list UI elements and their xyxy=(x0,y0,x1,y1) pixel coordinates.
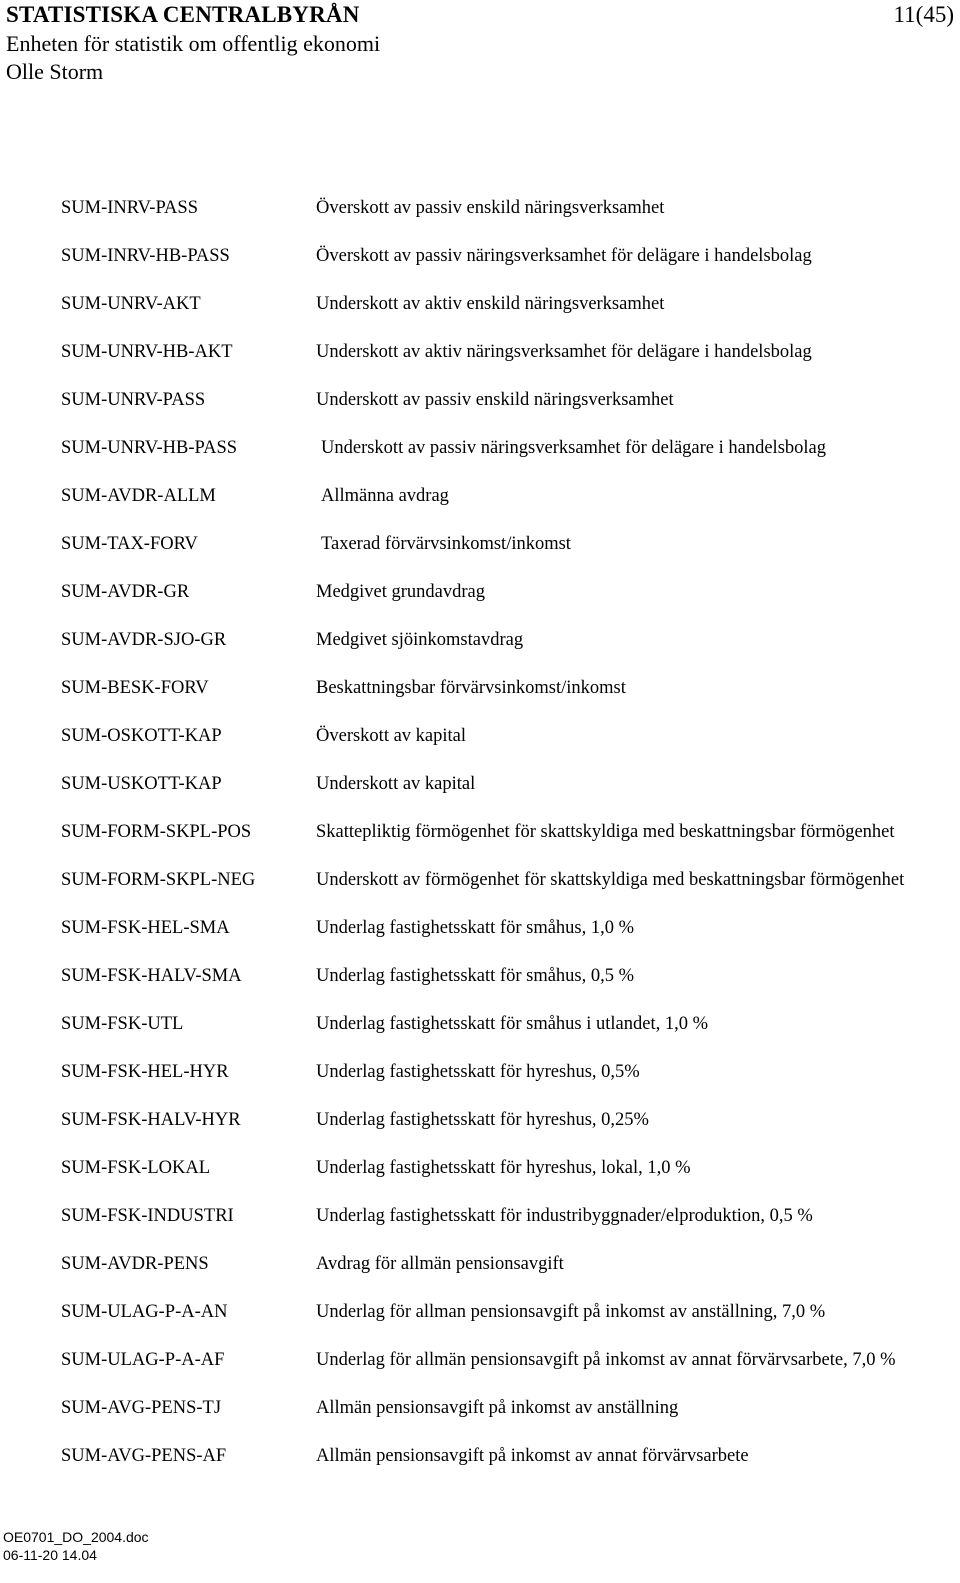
variable-description: Medgivet sjöinkomstavdrag xyxy=(316,630,524,650)
list-item xyxy=(61,433,956,481)
variable-code: SUM-FSK-HALV-HYR xyxy=(61,1110,241,1130)
list-item xyxy=(61,865,956,913)
list-item xyxy=(61,193,956,241)
list-item xyxy=(61,625,956,673)
variable-description: Underskott av aktiv näringsverksamhet för delägare i handelsbolag xyxy=(316,342,812,362)
list-item xyxy=(61,1393,956,1441)
variable-code: SUM-UNRV-HB-AKT xyxy=(61,342,233,362)
variable-code: SUM-FSK-HEL-HYR xyxy=(61,1062,229,1082)
department-name: Enheten för statistik om offentlig ekonomi xyxy=(6,31,381,56)
list-item xyxy=(61,1345,956,1393)
list-item xyxy=(61,1105,956,1153)
variable-code: SUM-FORM-SKPL-POS xyxy=(61,822,252,842)
variable-description: Underlag fastighetsskatt för hyreshus, lokal, 1,0 % xyxy=(316,1158,691,1178)
list-item xyxy=(61,577,956,625)
list-item xyxy=(61,1009,956,1057)
list-item xyxy=(61,337,956,385)
list-item xyxy=(61,673,956,721)
variable-description: Allmän pensionsavgift på inkomst av annat förvärvsarbete xyxy=(316,1446,749,1466)
variable-description: Allmän pensionsavgift på inkomst av anställning xyxy=(316,1398,679,1418)
list-item xyxy=(61,1297,956,1345)
variable-description: Skattepliktig förmögenhet för skattskyldiga med beskattningsbar förmögenhet xyxy=(316,822,895,842)
variable-code: SUM-AVG-PENS-TJ xyxy=(61,1398,222,1418)
variable-code: SUM-FSK-HEL-SMA xyxy=(61,918,230,938)
list-item xyxy=(61,1201,956,1249)
list-item xyxy=(61,1249,956,1297)
variable-code: SUM-INRV-PASS xyxy=(61,198,198,218)
list-item xyxy=(61,769,956,817)
variable-code: SUM-INRV-HB-PASS xyxy=(61,246,230,266)
variable-description: Underlag fastighetsskatt för hyreshus, 0,5% xyxy=(316,1062,640,1082)
author-name: Olle Storm xyxy=(6,59,104,84)
variable-code: SUM-UNRV-HB-PASS xyxy=(61,438,238,458)
variable-description: Underlag fastighetsskatt för småhus i utlandet, 1,0 % xyxy=(316,1014,709,1034)
variable-code: SUM-BESK-FORV xyxy=(61,678,209,698)
list-item xyxy=(61,817,956,865)
variable-code: SUM-AVDR-GR xyxy=(61,582,190,602)
variable-code: SUM-FSK-UTL xyxy=(61,1014,184,1034)
variable-code: SUM-AVDR-PENS xyxy=(61,1254,209,1274)
variable-description: Underlag fastighetsskatt för hyreshus, 0,25% xyxy=(316,1110,649,1130)
variable-code: SUM-ULAG-P-A-AN xyxy=(61,1302,228,1322)
variable-description: Taxerad förvärvsinkomst/inkomst xyxy=(321,534,571,554)
organization-name: STATISTISKA CENTRALBYRÅN xyxy=(6,2,360,27)
variable-description: Överskott av passiv näringsverksamhet för delägare i handelsbolag xyxy=(316,246,812,266)
variable-description: Underlag fastighetsskatt för småhus, 0,5 % xyxy=(316,966,635,986)
variable-code: SUM-AVG-PENS-AF xyxy=(61,1446,227,1466)
variable-code: SUM-OSKOTT-KAP xyxy=(61,726,222,746)
page-number: 11(45) xyxy=(893,2,954,27)
variable-code: SUM-AVDR-ALLM xyxy=(61,486,216,506)
list-item xyxy=(61,1441,956,1489)
list-item xyxy=(61,721,956,769)
variable-description: Beskattningsbar förvärvsinkomst/inkomst xyxy=(316,678,626,698)
variable-code: SUM-UNRV-PASS xyxy=(61,390,206,410)
variable-description: Underlag fastighetsskatt för industribyggnader/elproduktion, 0,5 % xyxy=(316,1206,813,1226)
list-item xyxy=(61,961,956,1009)
list-item xyxy=(61,1057,956,1105)
variable-code: SUM-FSK-INDUSTRI xyxy=(61,1206,234,1226)
list-item xyxy=(61,241,956,289)
variable-description: Underlag för allman pensionsavgift på inkomst av anställning, 7,0 % xyxy=(316,1302,826,1322)
variable-code: SUM-TAX-FORV xyxy=(61,534,198,554)
variable-description: Underskott av passiv enskild näringsverksamhet xyxy=(316,390,674,410)
variable-description: Avdrag för allmän pensionsavgift xyxy=(316,1254,564,1274)
variable-list xyxy=(61,193,956,1489)
list-item xyxy=(61,1153,956,1201)
variable-description: Underskott av kapital xyxy=(316,774,476,794)
variable-code: SUM-ULAG-P-A-AF xyxy=(61,1350,225,1370)
variable-description: Medgivet grundavdrag xyxy=(316,582,486,602)
variable-code: SUM-FSK-LOKAL xyxy=(61,1158,211,1178)
variable-description: Allmänna avdrag xyxy=(321,486,449,506)
page-footer xyxy=(3,1528,149,1564)
variable-description: Underlag för allmän pensionsavgift på inkomst av annat förvärvsarbete, 7,0 % xyxy=(316,1350,896,1370)
variable-description: Överskott av passiv enskild näringsverksamhet xyxy=(316,198,665,218)
variable-description: Underlag fastighetsskatt för småhus, 1,0 % xyxy=(316,918,635,938)
variable-description: Underskott av passiv näringsverksamhet för delägare i handelsbolag xyxy=(321,438,827,458)
list-item xyxy=(61,529,956,577)
variable-description: Underskott av aktiv enskild näringsverksamhet xyxy=(316,294,665,314)
variable-code: SUM-UNRV-AKT xyxy=(61,294,201,314)
footer-filename: OE0701_DO_2004.doc xyxy=(3,1529,149,1545)
footer-date: 06-11-20 14.04 xyxy=(3,1547,97,1563)
variable-description: Underskott av förmögenhet för skattskyldiga med beskattningsbar förmögenhet xyxy=(316,870,905,890)
variable-code: SUM-FORM-SKPL-NEG xyxy=(61,870,256,890)
variable-code: SUM-USKOTT-KAP xyxy=(61,774,222,794)
list-item xyxy=(61,481,956,529)
list-item xyxy=(61,385,956,433)
list-item xyxy=(61,289,956,337)
variable-code: SUM-FSK-HALV-SMA xyxy=(61,966,242,986)
variable-description: Överskott av kapital xyxy=(316,726,467,746)
list-item xyxy=(61,913,956,961)
variable-code: SUM-AVDR-SJO-GR xyxy=(61,630,227,650)
